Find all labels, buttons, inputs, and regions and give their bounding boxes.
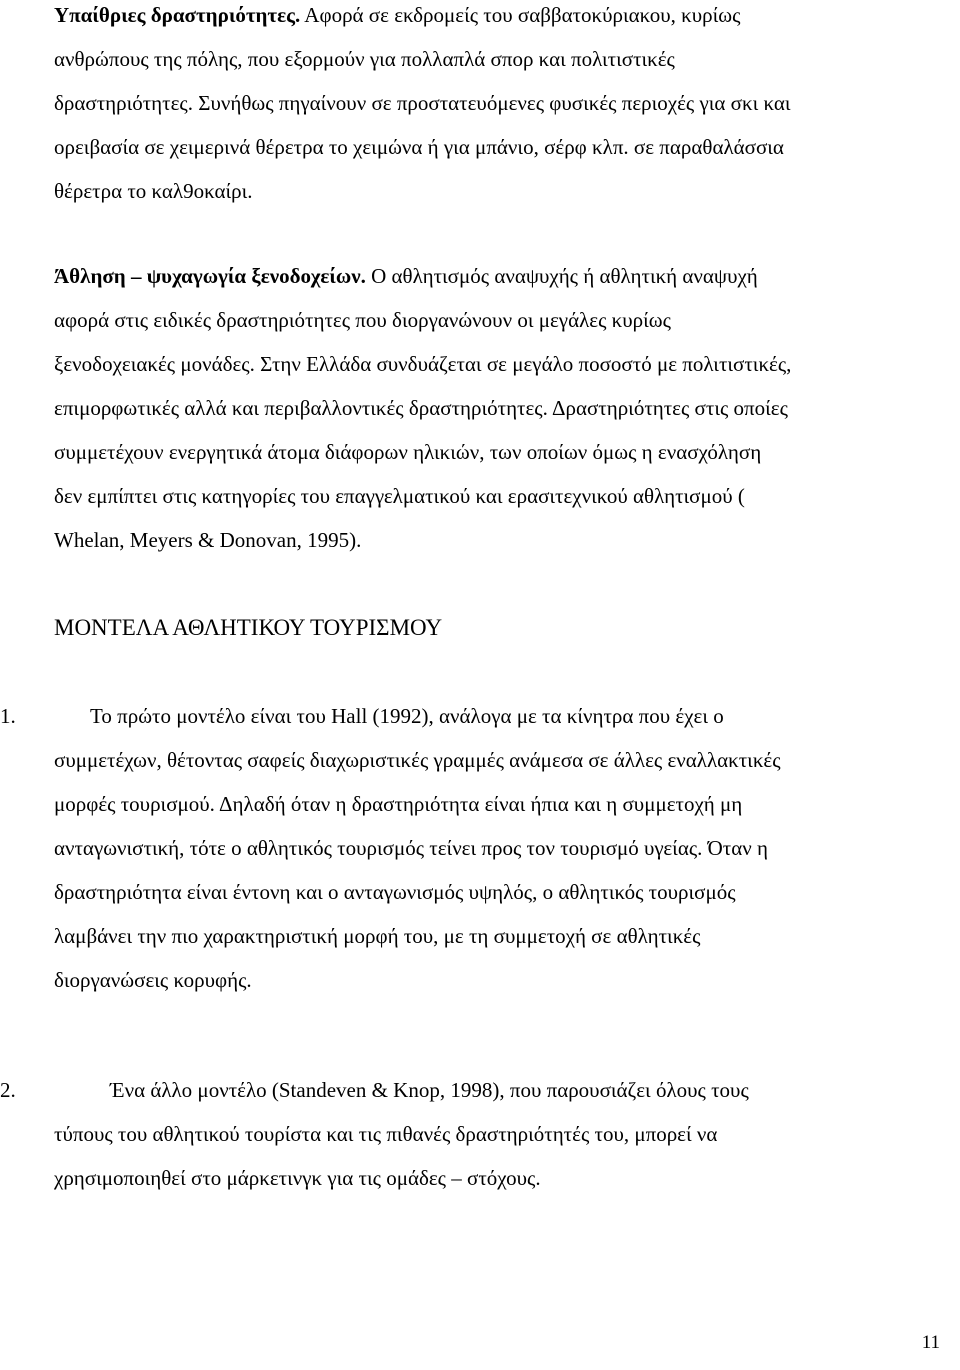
paragraph-line: θέρετρα το καλ9οκαίρι. [54,179,253,203]
bold-lead-hotel: Άθληση – ψυχαγωγία ξενοδοχείων. [54,264,366,288]
text-span: Ο αθλητισμός αναψυχής ή αθλητική αναψυχή [365,264,758,288]
paragraph-line: μορφές τουρισμού. Δηλαδή όταν η δραστηριότητα είναι ήπια και η συμμετοχή μη [54,792,743,816]
paragraph-line: δραστηριότητα είναι έντονη και ο ανταγωνισμός υψηλός, ο αθλητικός τουρισμός [54,880,736,904]
paragraph-line: συμμετέχουν ενεργητικά άτομα διάφορων ηλικιών, των οποίων όμως η ενασχόληση [54,440,762,464]
list-number-1: 1. [0,704,16,728]
paragraph-line: ορειβασία σε χειμερινά θέρετρα το χειμώνα ή για μπάνιο, σέρφ κλπ. σε παραθαλάσσια [54,135,784,159]
paragraph-line: ανταγωνιστική, τότε ο αθλητικός τουρισμός τείνει προς τον τουρισμό υγείας. Όταν η [54,836,768,860]
section-heading: ΜΟΝΤΕΛΑ ΑΘΛΗΤΙΚΟΥ ΤΟΥΡΙΣΜΟΥ [54,615,443,640]
paragraph-line: δεν εμπίπτει στις κατηγορίες του επαγγελματικού και ερασιτεχνικού αθλητισμού ( [54,484,745,508]
text-span: Αφορά σε εκδρομείς του σαββατοκύριακου, κυρίως [300,3,741,27]
paragraph-line [54,0,934,37]
paragraph-line: λαμβάνει την πιο χαρακτηριστική μορφή του, με τη συμμετοχή σε αθλητικές [54,924,701,948]
list-number-2: 2. [0,1078,16,1102]
list-item-2 [54,1068,934,1200]
paragraph-line: χρησιμοποιηθεί στο μάρκετινγκ για τις ομάδες – στόχους. [54,1166,541,1190]
paragraph-line: δραστηριότητες. Συνήθως πηγαίνουν σε προστατευόμενες φυσικές περιοχές για σκι και [54,91,791,115]
paragraph-line: Whelan, Meyers & Donovan, 1995). [54,528,362,552]
list-item-1 [54,694,934,1002]
paragraph-line: ανθρώπους της πόλης, που εξορμούν για πολλαπλά σπορ και πολιτιστικές [54,47,675,71]
paragraph-line: επιμορφωτικές αλλά και περιβαλλοντικές δραστηριότητες. Δραστηριότητες στις οποίες [54,396,788,420]
paragraph-hotel-recreation [54,254,934,562]
bold-lead-outdoor: Υπαίθριες δραστηριότητες. [54,3,301,27]
paragraph-line: διοργανώσεις κορυφής. [54,968,252,992]
page-number: 11 [921,1332,940,1353]
paragraph-line: ξενοδοχειακές μονάδες. Στην Ελλάδα συνδυάζεται σε μεγάλο ποσοστό με πολιτιστικές, [54,352,792,376]
paragraph-line [54,254,934,298]
list-item-first-line: Ένα άλλο μοντέλο (Standeven & Knop, 1998), που παρουσιάζει όλους τους [110,1078,749,1102]
paragraph-line: αφορά στις ειδικές δραστηριότητες που διοργανώνουν οι μεγάλες κυρίως [54,308,671,332]
list-item-first-line: Το πρώτο μοντέλο είναι του Hall (1992), ανάλογα με τα κίνητρα που έχει ο [90,704,724,728]
paragraph-line: τύπους του αθλητικού τουρίστα και τις πιθανές δραστηριότητές του, μπορεί να [54,1122,718,1146]
paragraph-line: συμμετέχων, θέτοντας σαφείς διαχωριστικές γραμμές ανάμεσα σε άλλες εναλλακτικές [54,748,781,772]
paragraph-outdoor-activities [54,0,934,213]
